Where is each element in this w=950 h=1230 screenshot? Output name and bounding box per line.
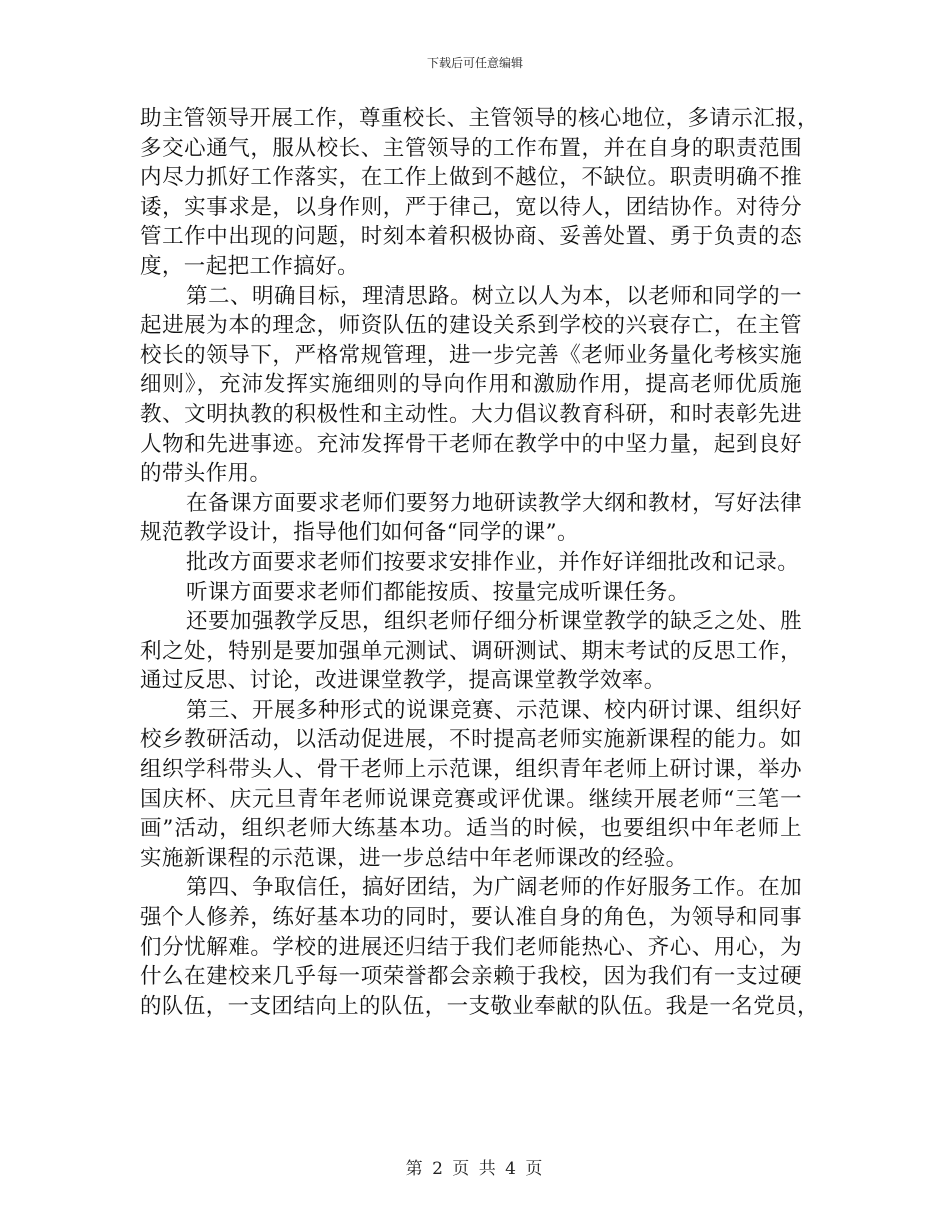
text-line: 助主管领导开展工作，尊重校长、主管领导的核心地位，多请示汇报， [140, 106, 819, 131]
text-line: 的队伍，一支团结向上的队伍，一支敬业奉献的队伍。我是一名党员， [140, 993, 819, 1019]
paragraph-start: 批改方面要求老师们按要求安排作业，并作好详细批改和记录。 [186, 549, 800, 575]
paragraph-start: 第四、争取信任，搞好团结，为广阔老师的作好服务工作。在加 [186, 875, 802, 901]
text-line: 实施新课程的示范课，进一步总结中年老师课改的经验。 [140, 845, 688, 871]
text-line: 细则》，充沛发挥实施细则的导向作用和激励作用，提高老师优质施 [140, 372, 802, 398]
text-line: 通过反思、讨论，改进课堂教学，提高课堂教学效率。 [140, 668, 666, 694]
page-footer: 第 2 页 共 4 页 [405, 1159, 545, 1179]
text-line: 诿，实事求是，以身作则，严于律己，宽以待人，团结协作。对待分 [140, 194, 802, 220]
text-line: 规范教学设计，指导他们如何备“同学的课”。 [140, 520, 579, 546]
text-line: 管工作中出现的问题，时刻本着积极协商、妥善处置、勇于负责的态 [140, 224, 802, 250]
text-line: 校长的领导下，严格常规管理，进一步完善《老师业务量化考核实施 [140, 342, 802, 368]
text-line: 校乡教研活动，以活动促进展，不时提高老师实施新课程的能力。如 [140, 727, 802, 753]
text-line: 教、文明执教的积极性和主动性。大力倡议教育科研，和时表彰先进 [140, 401, 802, 427]
page-header: 下载后可任意编辑 [426, 56, 523, 70]
paragraph-start: 在备课方面要求老师们要努力地研读教学大纲和教材，写好法律 [186, 490, 802, 516]
text-line: 起进展为本的理念，师资队伍的建设关系到学校的兴衰存亡，在主管 [140, 313, 802, 339]
text-line: 利之处，特别是要加强单元测试、调研测试、期末考试的反思工作， [140, 638, 802, 664]
text-line: 什么在建校来几乎每一项荣誉都会亲赖于我校，因为我们有一支过硬 [140, 964, 802, 990]
text-line: 国庆杯、庆元旦青年老师说课竞赛或评优课。继续开展老师“三笔一 [140, 786, 802, 812]
text-line: 画”活动，组织老师大练基本功。适当的时候，也要组织中年老师上 [140, 816, 802, 842]
text-line: 度，一起把工作搞好。 [140, 253, 360, 279]
text-line: 们分忧解难。学校的进展还归结于我们老师能热心、齐心、用心，为 [140, 934, 802, 960]
document-body [140, 104, 819, 1021]
text-line: 内尽力抓好工作落实，在工作上做到不越位，不缺位。职责明确不推 [140, 165, 802, 191]
text-line: 多交心通气，服从校长、主管领导的工作布置，并在自身的职责范围 [140, 135, 802, 161]
text-line: 组织学科带头人、骨干老师上示范课，组织青年老师上研讨课，举办 [140, 757, 802, 783]
paragraph-start: 听课方面要求老师们都能按质、按量完成听课任务。 [186, 579, 690, 605]
paragraph-start: 还要加强教学反思，组织老师仔细分析课堂教学的缺乏之处、胜 [186, 609, 802, 635]
paragraph-start: 第三、开展多种形式的说课竞赛、示范课、校内研讨课、组织好 [186, 697, 802, 723]
text-line: 的带头作用。 [140, 461, 272, 487]
text-line: 人物和先进事迹。充沛发挥骨干老师在教学中的中坚力量，起到良好 [140, 431, 802, 457]
paragraph-start: 第二、明确目标，理清思路。树立以人为本，以老师和同学的一 [186, 283, 802, 309]
text-line: 强个人修养，练好基本功的同时，要认准自身的角色，为领导和同事 [140, 905, 802, 931]
